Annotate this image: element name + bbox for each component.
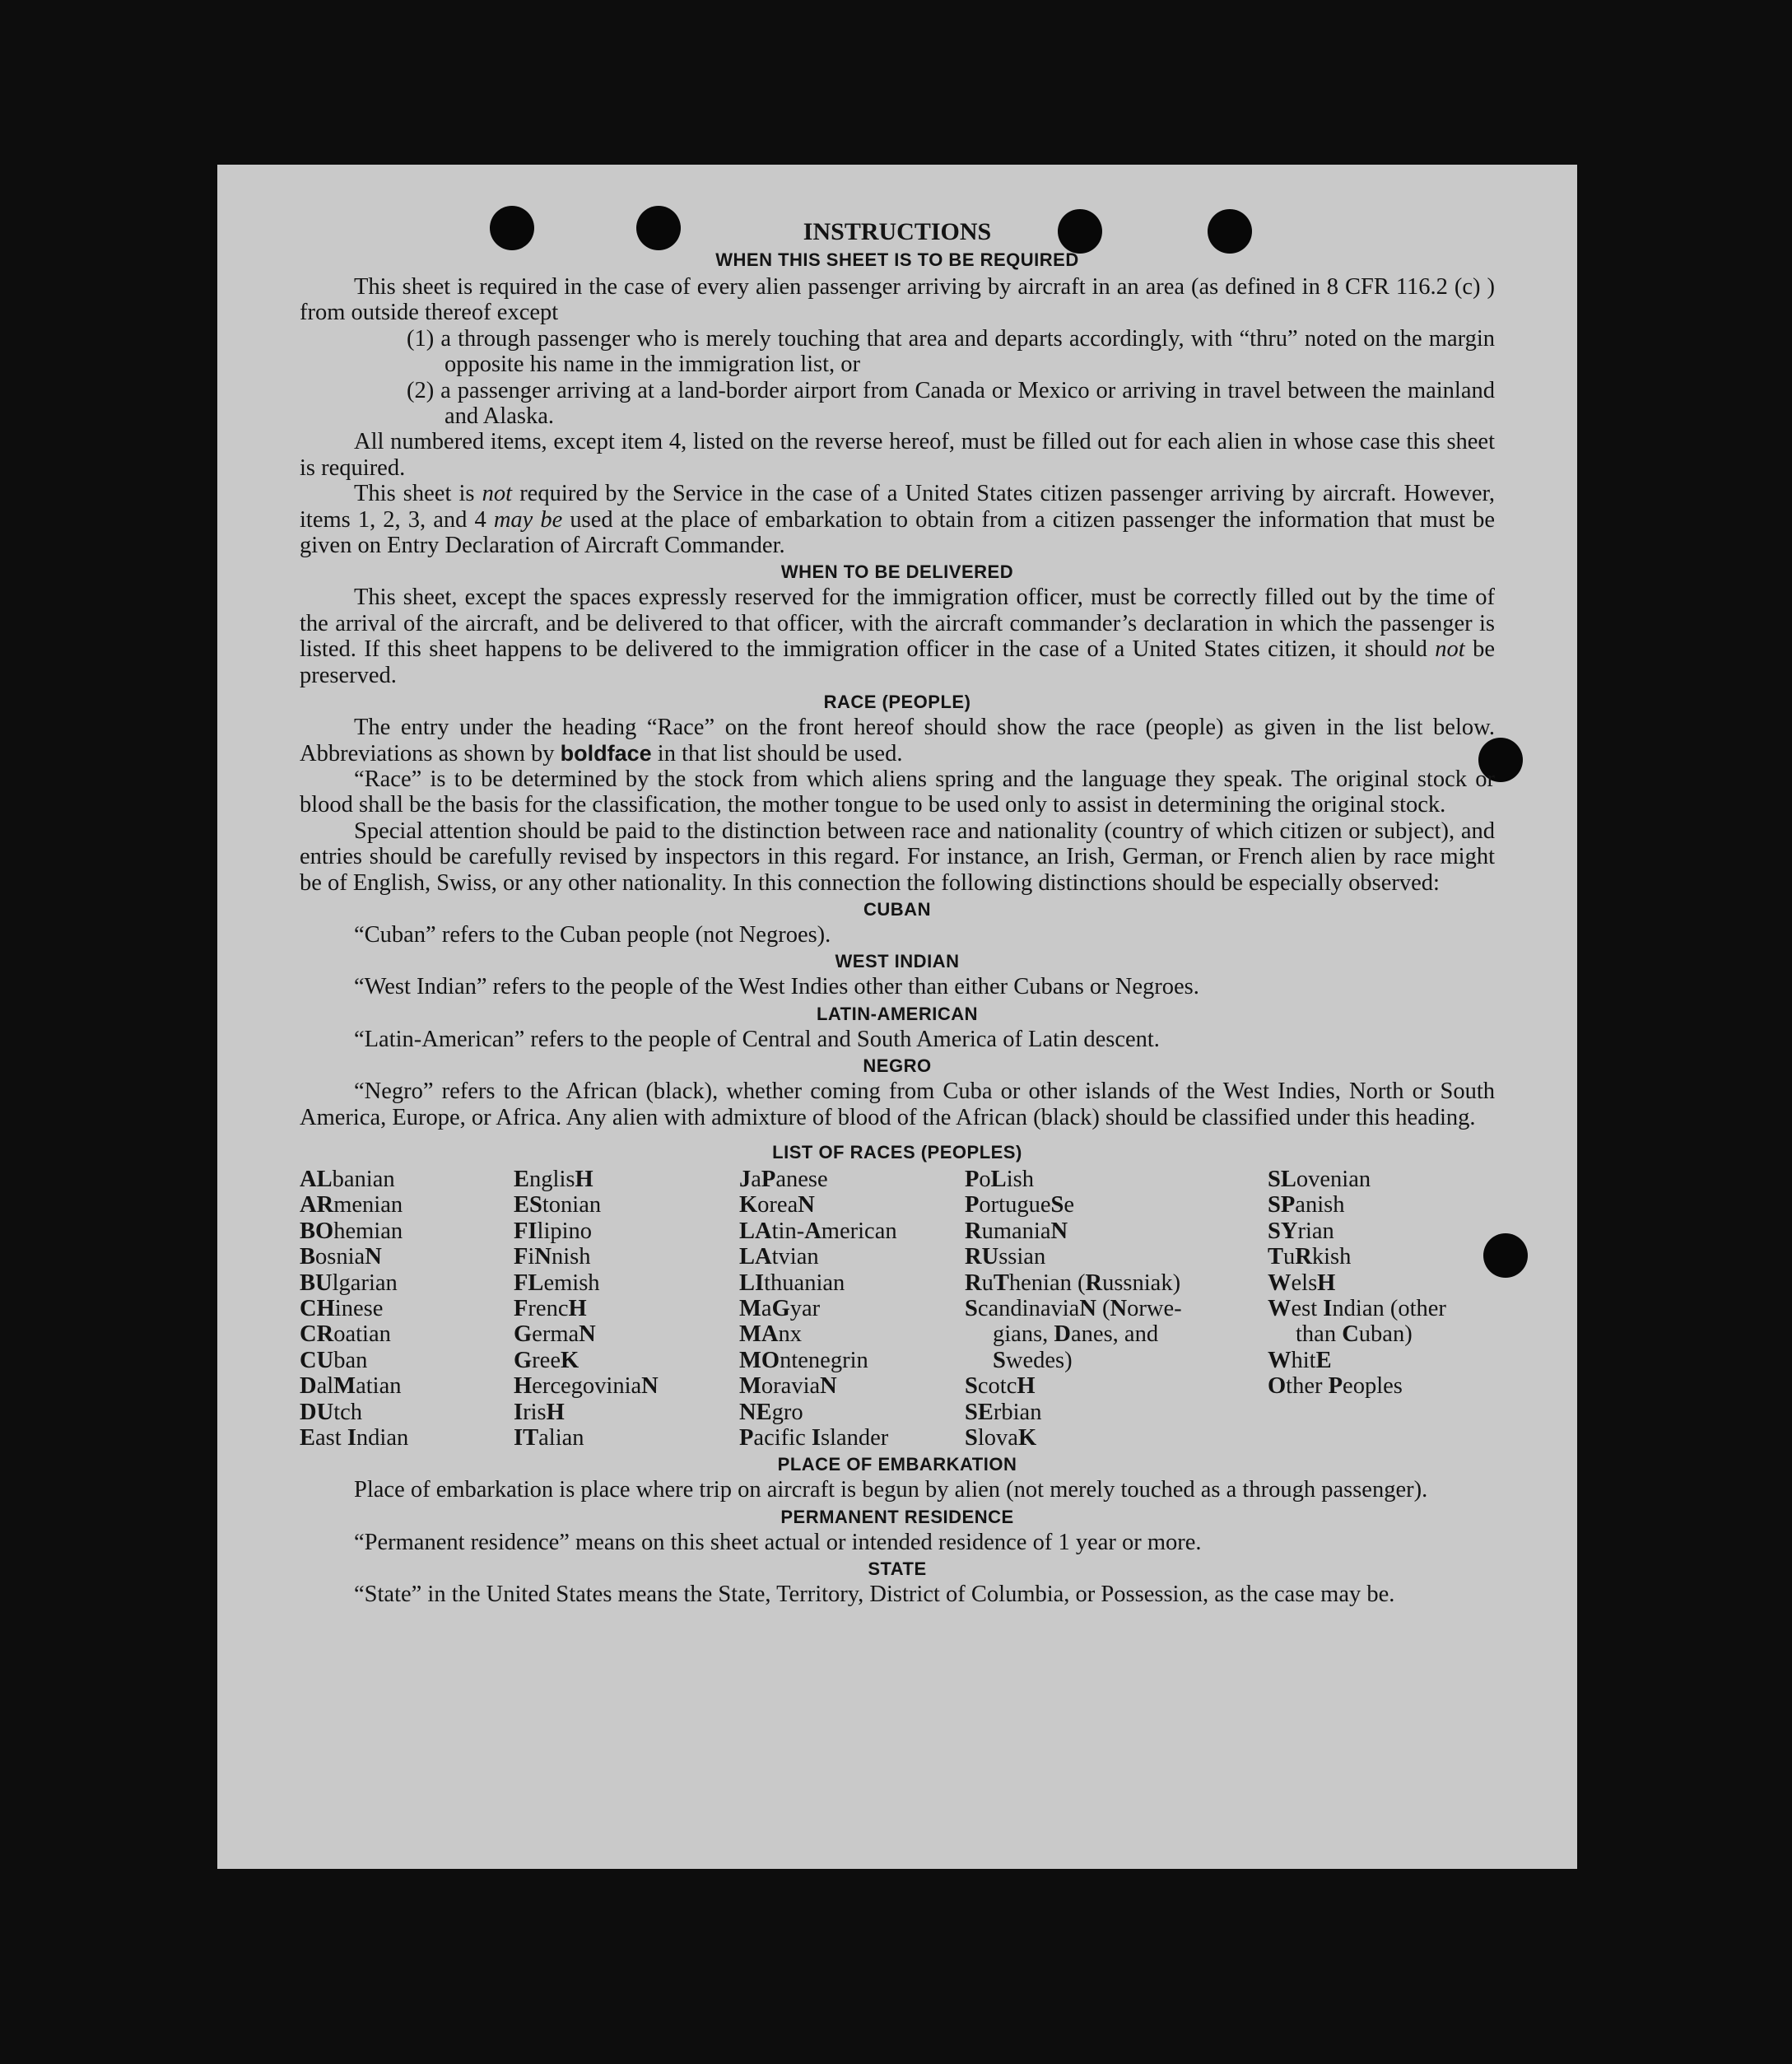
race-entry: CRoatian — [300, 1321, 391, 1348]
section-heading: RACE (PEOPLE) — [823, 692, 971, 713]
paragraph: This sheet, except the spaces expressly reserved for the immigration officer, must be correctly filled out by the time of the arrival of the aircraft, and be delivered to that officer, with the aircraft commander’s declaration in which the passenger is listed. If this sheet happens to be delivered to the immigration officer in the case of a United States citizen, it should not be preserved. — [300, 585, 1495, 688]
section-heading: WHEN TO BE DELIVERED — [780, 561, 1014, 583]
paragraph: Place of embarkation is place where trip on aircraft is begun by alien (not merely touched as a through passenger). — [354, 1477, 1428, 1503]
paragraph: “Permanent residence” means on this sheet actual or intended residence of 1 year or more. — [354, 1529, 1202, 1555]
race-entry: TuRkish — [1268, 1244, 1352, 1270]
paragraph: “West Indian” refers to the people of the West Indies other than either Cubans or Negroes. — [354, 974, 1199, 1000]
race-entry: MOntenegrin — [739, 1347, 868, 1373]
race-entry: LAtin-American — [739, 1218, 897, 1244]
document-sheet — [217, 165, 1577, 1869]
race-entry: EStonian — [514, 1192, 602, 1218]
race-list — [300, 1167, 1495, 1451]
race-entry: EnglisH — [514, 1166, 593, 1192]
race-entry: BUlgarian — [300, 1270, 398, 1296]
race-entry: East Indian — [300, 1425, 409, 1451]
race-entry: FiNnish — [514, 1244, 591, 1270]
paragraph: “Race” is to be determined by the stock from which aliens spring and the language they speak. The original stock or blood shall be the basis for the classification, the mother tongue to be used only to assist in determining the original stock. — [300, 766, 1495, 818]
race-entry: Swedes) — [993, 1347, 1073, 1373]
race-entry: BosniaN — [300, 1244, 382, 1270]
race-entry: KoreaN — [739, 1192, 815, 1218]
race-entry: MoraviaN — [739, 1373, 837, 1400]
section-heading: LIST OF RACES (PEOPLES) — [772, 1141, 1022, 1162]
race-entry: CUban — [300, 1347, 368, 1373]
section-heading: LATIN-AMERICAN — [816, 1003, 978, 1024]
race-entry: ScandinaviaN (Norwe- — [965, 1296, 1182, 1321]
section-heading: WEST INDIAN — [835, 951, 960, 972]
race-entry: SLovenian — [1268, 1166, 1371, 1192]
section-heading: PLACE OF EMBARKATION — [777, 1454, 1017, 1475]
race-entry: RUssian — [965, 1244, 1046, 1270]
section-heading: STATE — [868, 1558, 927, 1580]
race-entry: HercegoviniaN — [514, 1373, 659, 1400]
paragraph: Special attention should be paid to the distinction between race and nationality (country of which citizen or subject), and entries should be carefully revised by inspectors in this regard. For instance, an Irish, German, or French alien by race might be of English, Swiss, or any other nationality. In this connection the following distinctions should be especially observed: — [300, 818, 1495, 896]
paragraph: “Negro” refers to the African (black), whether coming from Cuba or other islands of the West Indies, North or South America, Europe, or Africa. Any alien with admixture of blood of the African (black) should be classified under this heading. — [300, 1079, 1495, 1130]
race-entry: CHinese — [300, 1296, 384, 1321]
race-entry: NEgro — [739, 1399, 803, 1425]
race-entry: PortugueSe — [965, 1192, 1075, 1218]
paragraph: “Cuban” refers to the Cuban people (not Negroes). — [354, 921, 831, 948]
race-entry: ARmenian — [300, 1192, 403, 1218]
paragraph: The entry under the heading “Race” on the front hereof should show the race (people) as given in the list below. Abbreviations as shown by boldface in that list should be used. — [300, 715, 1495, 766]
race-entry: IrisH — [514, 1399, 565, 1425]
race-entry: SYrian — [1268, 1218, 1334, 1244]
race-entry: MAnx — [739, 1321, 802, 1348]
race-entry: BOhemian — [300, 1218, 403, 1244]
race-column — [1268, 1167, 1495, 1451]
race-entry: GermaN — [514, 1321, 596, 1348]
race-entry: Other Peoples — [1268, 1373, 1403, 1400]
section-heading: PERMANENT RESIDENCE — [780, 1506, 1014, 1527]
race-entry: RuThenian (Russniak) — [965, 1270, 1181, 1296]
race-entry: FIlipino — [514, 1218, 593, 1244]
race-entry: GreeK — [514, 1347, 579, 1373]
race-entry: RumaniaN — [965, 1218, 1068, 1244]
paragraph: “Latin-American” refers to the people of Central and South America of Latin descent. — [354, 1026, 1160, 1052]
race-entry: gians, Danes, and — [993, 1321, 1159, 1348]
race-entry: WelsH — [1268, 1270, 1336, 1296]
race-entry: MaGyar — [739, 1296, 821, 1321]
race-entry: SErbian — [965, 1399, 1042, 1425]
race-entry: Pacific Islander — [739, 1425, 889, 1451]
race-entry: FrencH — [514, 1296, 587, 1321]
race-entry: West Indian (other — [1268, 1296, 1446, 1321]
race-entry: ALbanian — [300, 1166, 395, 1192]
race-entry: PoLish — [965, 1166, 1034, 1192]
race-entry: DalMatian — [300, 1373, 402, 1400]
paragraph: All numbered items, except item 4, listed on the reverse hereof, must be filled out for each alien in whose case this sheet is required. — [300, 429, 1495, 481]
paragraph: “State” in the United States means the State, Territory, District of Columbia, or Possession, as the case may be. — [354, 1582, 1395, 1608]
race-entry: DUtch — [300, 1399, 363, 1425]
list-item: (1) a through passenger who is merely touching that area and departs accordingly, with “thru” noted on the margin opposite his name in the immigration list, or — [407, 325, 1495, 378]
instructions-content — [300, 218, 1495, 1608]
race-entry: SlovaK — [965, 1425, 1037, 1451]
section-heading: WHEN THIS SHEET IS TO BE REQUIRED — [715, 249, 1079, 270]
race-entry: LAtvian — [739, 1244, 819, 1270]
paragraph: This sheet is required in the case of every alien passenger arriving by aircraft in an area (as defined in 8 CFR 116.2 (c) ) from outside thereof except — [300, 274, 1495, 326]
race-entry: ITalian — [514, 1425, 584, 1451]
race-entry: WhitE — [1268, 1347, 1332, 1373]
race-entry: FLemish — [514, 1270, 600, 1296]
race-column — [965, 1167, 1268, 1451]
section-heading: NEGRO — [863, 1055, 932, 1077]
section-heading: CUBAN — [863, 898, 931, 920]
page-title: INSTRUCTIONS — [803, 218, 992, 245]
list-item: (2) a passenger arriving at a land-border airport from Canada or Mexico or arriving in travel between the mainland and Alaska. — [407, 377, 1495, 430]
paragraph: This sheet is not required by the Service in the case of a United States citizen passenger arriving by aircraft. However, items 1, 2, 3, and 4 may be used at the place of embarkation to obtain from a citizen passenger the information that must be given on Entry Declaration of Aircraft Commander. — [300, 481, 1495, 559]
race-entry: than Cuban) — [1296, 1321, 1413, 1348]
race-column — [739, 1167, 965, 1451]
race-entry: ScotcH — [965, 1373, 1036, 1400]
race-entry: JaPanese — [739, 1166, 828, 1192]
race-column — [514, 1167, 739, 1451]
race-column — [300, 1167, 514, 1451]
race-entry: SPanish — [1268, 1192, 1345, 1218]
race-entry: LIthuanian — [739, 1270, 845, 1296]
